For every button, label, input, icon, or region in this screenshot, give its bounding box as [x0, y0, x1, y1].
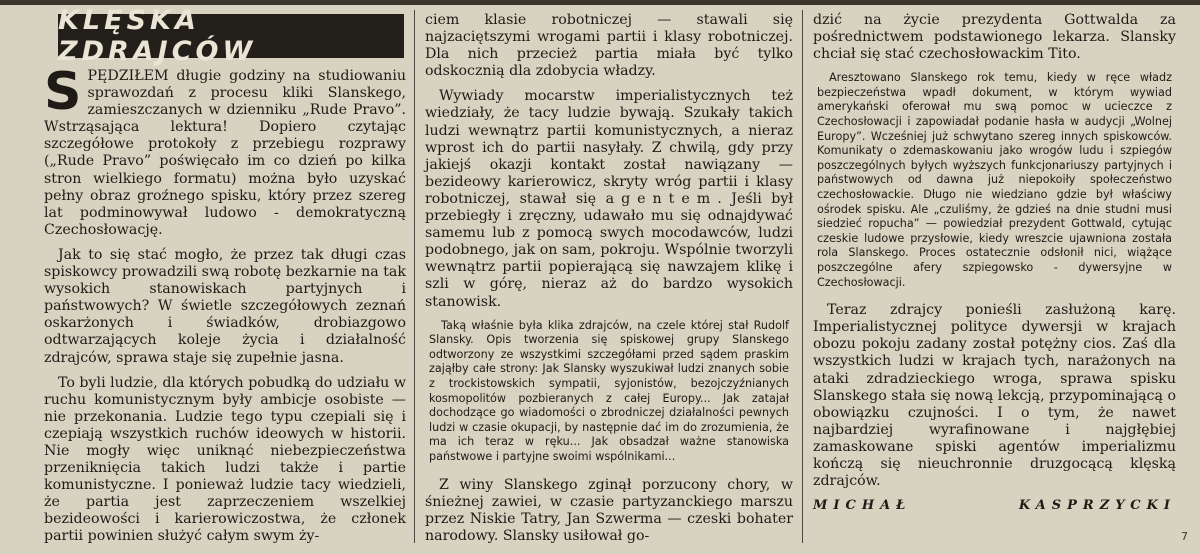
paragraph: To byli ludzie, dla których pobudką do udziału w ruchu komunistycznym były ambicje osobiste — nie przekonania. Ludzie tego typu czepiali się i czepiają wszystkich ruchów ideowych w historii. Nie mogły więc uniknąć niebezpieczeństwa przeniknięcia takich ludzi także i partie komunistyczne. I ponieważ ludzie tacy wiedzieli, że partia jest zaprzeczeniem wszelkiej bezideowości i karierowiczostwa, że członek partii powinien służyć całym swym ży-	[44, 374, 406, 545]
paragraph-text: PĘDZIŁEM długie godziny na studiowaniu sprawozdań z procesu kliki Slanskego, zamieszczanych w dzienniku „Rude Pravo”. Wstrząsająca lektura! Dopiero czytając szczegółowe protokoły z przebiegu rozprawy („Rude Pravo” poświęcało im co dzień po kilka stron wielkiego formatu) można było uzyskać pełny obraz groźnego spisku, który przez szereg lat podminowywał ludowo - demokratyczną Czechosłowację.	[44, 68, 406, 238]
column-3-body	[813, 12, 1176, 63]
paragraph: ciem klasie robotniczej — stawali się najzaciętszymi wrogami partii i klasy robotniczej. Dla nich przecież partia miała być tylko odskocznią dla zdobycia władzy.	[425, 12, 793, 80]
column-2	[425, 12, 793, 553]
column-2-body	[425, 12, 793, 311]
column-2-body-end	[425, 477, 793, 545]
column-divider	[802, 10, 803, 543]
column-divider	[414, 10, 415, 543]
author-signature: MICHAŁ KASPRZYCKI	[813, 498, 1176, 514]
article-title: KLĘSKA ZDRAJCÓW	[58, 14, 404, 58]
paragraph-text: Wywiady mocarstw imperialistycznych też wiedziały, że tacy ludzie bywają. Szukały takich ludzi wewnątrz partii komunistycznych, a nieraz wprost ich do partii nasyłały. Z chwilą, gdy przy jakiejś okazji kontakt został nawiązany — bezideowy karierowicz, skryty wróg partii i klasy robotniczej, stawał się	[425, 88, 793, 207]
paragraph: Jak to się stać mogło, że przez tak długi czas spiskowcy prowadzili swą robotę bezkarnie na tak wysokich stanowiskach partyjnych i państwowych? W świetle szczegółowych zeznań oskarżonych i świadków, drobiazgowo odtwarzających koleje życia i działalność zdrajców, sprawa staje się zupełnie jasna.	[44, 246, 406, 366]
page-mark: 7	[1181, 530, 1188, 543]
paragraph	[44, 62, 406, 239]
drop-cap: S	[44, 62, 82, 122]
paragraph: dzić na życie prezydenta Gottwalda za pośrednictwem podstawionego lekarza. Slansky chciał się stać czechosłowackim Tito.	[813, 12, 1176, 63]
small-print-passage	[813, 71, 1176, 290]
paragraph-text: . Jeśli był przebiegły i zręczny, udawało mu się odnajdywać samemu lub z pomocą swych mocodawców, ludzi podobnego, jak on sam, pokroju. Wspólnie tworzyli wewnątrz partii popierającą się nawzajem klikę i szli w górę, nieraz aż do bardzo wysokich stanowisk.	[425, 190, 794, 310]
emphasized-word: agentem	[605, 190, 718, 207]
paragraph: Z winy Slanskego zginął porzucony chory, w śnieżnej zawiei, w czasie partyzanckiego marszu przez Niskie Tatry, Jan Szwerma — czeski bohater narodowy. Slansky usiłował go-	[425, 476, 793, 544]
column-3	[813, 12, 1176, 513]
small-print-passage	[425, 319, 793, 465]
small-print-text: Aresztowano Slanskego rok temu, kiedy w ręce władz bezpieczeństwa wpadł dokument, w którym wywiad amerykański oferował mu swą pomoc w ucieczce z Czechosłowacji i zapowiadał podanie hasła w audycji „Wolnej Europy”. Wcześniej już schwytano szereg innych spiskowców. Komunikaty o zdemaskowaniu jako wrogów ludu i szpiegów poszczególnych byłych wyższych funkcjonariuszy partyjnych i państwowych od dawna już niepokoiły społeczeństwo czechosłowackie. Długo nie wiedziano gdzie był właściwy ośrodek spisku. Ale „czuliśmy, że gdzieś na dnie studni musi siedzieć ropucha” — powiedział prezydent Gottwald, cytując czeskie ludowe przysłowie, kiedy wreszcie ujawniona została rola Slanskego. Proces ostatecznie odsłonił nici, wiążące poszczególne afery szpiegowsko - dywersyjne w Czechosłowacji.	[817, 71, 1172, 289]
column-1	[44, 5, 406, 554]
column-3-body-end	[813, 302, 1176, 490]
paragraph: Teraz zdrajcy ponieśli zasłużoną karę. Imperialistycznej polityce dywersji w krajach obozu pokoju zadany został potężny cios. Zaś dla wszystkich ludzi w krajach tych, narażonych na ataki zdradzieckiego wroga, sprawa spisku Slanskego stała się nową lekcją, przypominającą o obowiązku czujności. I o tym, że nawet najbardziej wyrafinowane i najgłębiej zamaskowane spiski agentów imperializmu kończą się nieuchronnie druzgocącą klęską zdrajców.	[813, 302, 1177, 490]
column-1-body	[44, 62, 406, 546]
small-print-text: Taką właśnie była klika zdrajców, na czele której stał Rudolf Slansky. Opis tworzenia się spiskowej grupy Slanskego odtworzony ze wszystkimi szczegółami przed sądem praskim zająłby całe strony: Jak Slansky wyszukiwał ludzi znanych sobie z trockistowskich sympatii, syjonistów, bezojczyźnianych kosmopolitów pozbieranych z całej Europy... Jak zatajał dochodzące go wiadomości o zbrodniczej działalności pewnych ludzi w czasie okupacji, by następnie dać im do zrozumienia, że ma ich teraz w ręku... Jak obsadzał ważne stanowiska państwowe i partyjne swoimi wspólnikami...	[429, 318, 789, 463]
paragraph	[425, 88, 793, 310]
